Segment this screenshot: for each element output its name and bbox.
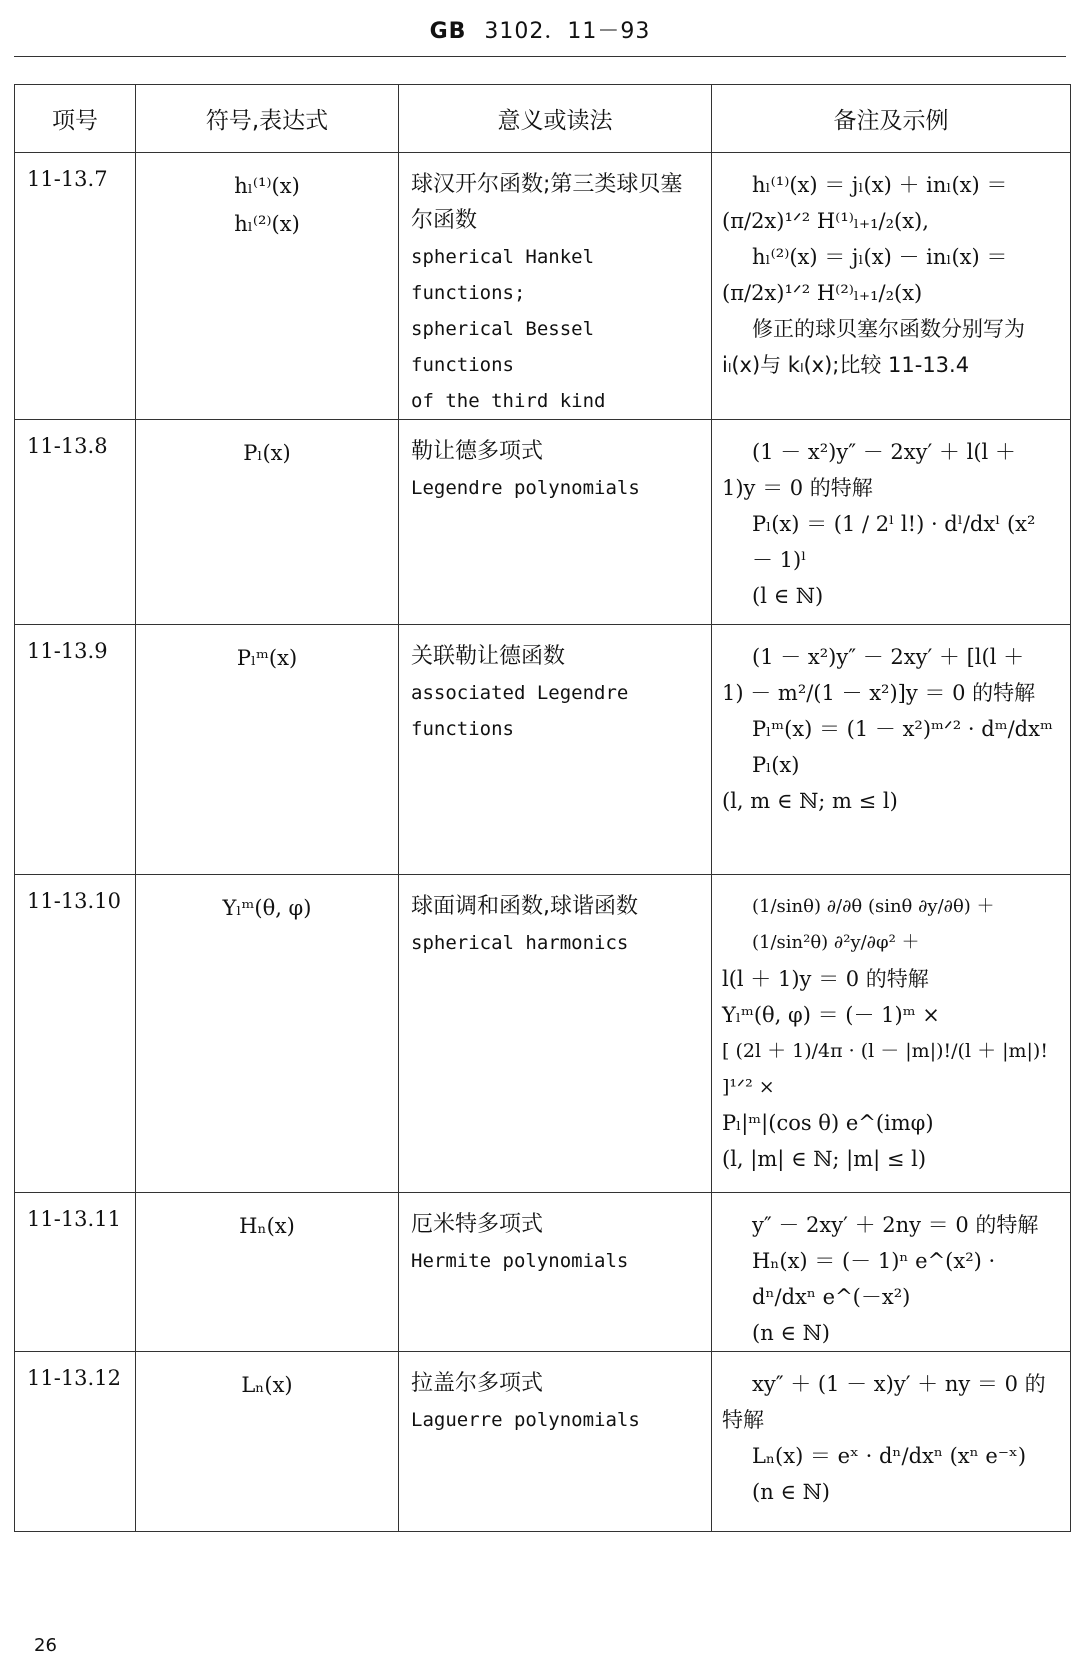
name-english: spherical Hankel functions;: [411, 246, 595, 304]
remark-line: 1) － m²/(1 － x²)]y ＝ 0 的特解: [722, 681, 1036, 705]
name-chinese: 厄米特多项式: [411, 1212, 544, 1237]
symbol: Hₙ(x): [239, 1214, 295, 1238]
name-english: of the third kind: [411, 390, 606, 412]
name-english: Laguerre polynomials: [411, 1409, 640, 1431]
remark-line: (1 － x²)y″ － 2xy′ ＋ l(l ＋: [752, 440, 1016, 464]
item-number: 11-13.12: [15, 1352, 136, 1532]
remark-line: (n ∈ ℕ): [752, 1321, 831, 1345]
meaning-cell: [399, 625, 712, 875]
remark-line: (1/sinθ) ∂/∂θ (sinθ ∂y/∂θ) ＋ (1/sin²θ) ∂²y/∂φ² ＋: [752, 896, 995, 953]
remark-line: l(l ＋ 1)y ＝ 0 的特解: [722, 967, 929, 991]
remark-line: (l ∈ ℕ): [752, 584, 824, 608]
meaning-cell: [399, 420, 712, 625]
remark-line: hₗ⁽²⁾(x) ＝ jₗ(x) － inₗ(x) ＝: [752, 245, 1008, 269]
column-header-meaning: 意义或读法: [399, 85, 712, 153]
remark-line: (1 － x²)y″ － 2xy′ ＋ [l(l ＋: [752, 645, 1025, 669]
remarks-cell: [712, 625, 1071, 875]
table-row: [15, 420, 1071, 625]
name-english: Hermite polynomials: [411, 1250, 629, 1272]
meaning-cell: [399, 153, 712, 420]
page-header: [0, 14, 1080, 45]
meaning-cell: [399, 1352, 712, 1532]
item-number: 11-13.11: [15, 1193, 136, 1352]
meaning-cell: [399, 1193, 712, 1352]
remark-line: 特解: [722, 1408, 764, 1432]
remark-line: iₗ(x)与 kₗ(x);比较 11-13.4: [722, 353, 970, 377]
name-chinese: 球面调和函数,球谐函数: [411, 894, 638, 919]
table-row: [15, 875, 1071, 1193]
remark-line: (n ∈ ℕ): [752, 1480, 831, 1504]
remark-line: xy″ ＋ (1 － x)y′ ＋ ny ＝ 0 的: [752, 1372, 1046, 1396]
remarks-cell: [712, 875, 1071, 1193]
name-english: associated Legendre: [411, 682, 629, 704]
symbol: Pₗᵐ(x): [236, 646, 298, 670]
remark-line: Pₗ(x) ＝ (1 / 2ˡ l!) · dˡ/dxˡ (x² － 1)ˡ: [752, 512, 1036, 572]
symbol: hₗ⁽¹⁾(x): [234, 174, 300, 198]
remark-line: (l, |m| ∈ ℕ; |m| ≤ l): [722, 1147, 927, 1171]
standard-prefix: GB: [429, 19, 467, 44]
symbol-cell: [136, 1193, 399, 1352]
column-header-symbol: 符号,表达式: [136, 85, 399, 153]
name-english: Legendre polynomials: [411, 477, 640, 499]
item-number: 11-13.8: [15, 420, 136, 625]
remark-line: (l, m ∈ ℕ; m ≤ l): [722, 789, 898, 813]
remark-line: [ (2l ＋ 1)/4π · (l － |m|)!/(l ＋ |m|)! ]¹ᐟ² ×: [722, 1040, 1048, 1098]
page-number: 26: [34, 1635, 57, 1656]
item-number: 11-13.9: [15, 625, 136, 875]
table-row: [15, 1352, 1071, 1532]
name-chinese: 关联勒让德函数: [411, 644, 566, 669]
item-number: 11-13.7: [15, 153, 136, 420]
symbol: Pₗ(x): [243, 441, 291, 465]
remarks-cell: [712, 153, 1071, 420]
name-chinese: 球汉开尔函数;第三类球贝塞尔函数: [411, 172, 683, 233]
symbol-cell: [136, 1352, 399, 1532]
name-english: functions: [411, 718, 514, 740]
column-header-remarks: 备注及示例: [712, 85, 1071, 153]
remark-line: (π/2x)¹ᐟ² H⁽¹⁾ₗ₊₁/₂(x),: [722, 209, 929, 233]
header-rule: [14, 56, 1066, 57]
remark-line: hₗ⁽¹⁾(x) ＝ jₗ(x) ＋ inₗ(x) ＝: [752, 173, 1008, 197]
symbol: Lₙ(x): [241, 1373, 293, 1397]
symbol-cell: [136, 153, 399, 420]
remark-line: y″ － 2xy′ ＋ 2ny ＝ 0 的特解: [752, 1213, 1039, 1237]
remarks-cell: [712, 1193, 1071, 1352]
remark-line: Lₙ(x) ＝ eˣ · dⁿ/dxⁿ (xⁿ e⁻ˣ): [752, 1444, 1027, 1468]
symbol-cell: [136, 420, 399, 625]
name-chinese: 勒让德多项式: [411, 439, 544, 464]
remark-line: 1)y ＝ 0 的特解: [722, 476, 873, 500]
column-header-item-no: 项号: [15, 85, 136, 153]
symbols-table: [14, 84, 1071, 1532]
table-row: [15, 625, 1071, 875]
symbol-cell: [136, 625, 399, 875]
remark-line: Hₙ(x) ＝ (－ 1)ⁿ e^(x²) · dⁿ/dxⁿ e^(－x²): [752, 1249, 996, 1309]
standard-code: 3102．11－93: [484, 19, 651, 44]
remark-line: (π/2x)¹ᐟ² H⁽²⁾ₗ₊₁/₂(x): [722, 281, 923, 305]
item-number: 11-13.10: [15, 875, 136, 1193]
remark-line: Yₗᵐ(θ, φ) ＝ (－ 1)ᵐ ×: [722, 1003, 940, 1027]
remarks-cell: [712, 420, 1071, 625]
name-english: spherical harmonics: [411, 932, 629, 954]
name-english: spherical Bessel functions: [411, 318, 595, 376]
remarks-cell: [712, 1352, 1071, 1532]
name-chinese: 拉盖尔多项式: [411, 1371, 544, 1396]
meaning-cell: [399, 875, 712, 1193]
table-row: [15, 1193, 1071, 1352]
remark-line: Pₗ|ᵐ|(cos θ) e^(imφ): [722, 1111, 934, 1135]
table-row: [15, 153, 1071, 420]
remark-line: 修正的球贝塞尔函数分别写为: [752, 317, 1025, 341]
remark-line: Pₗᵐ(x) ＝ (1 － x²)ᵐᐟ² · dᵐ/dxᵐ Pₗ(x): [752, 717, 1053, 777]
symbol: Yₗᵐ(θ, φ): [222, 896, 312, 920]
symbol: hₗ⁽²⁾(x): [234, 212, 300, 236]
symbol-cell: [136, 875, 399, 1193]
table-header-row: [15, 85, 1071, 153]
